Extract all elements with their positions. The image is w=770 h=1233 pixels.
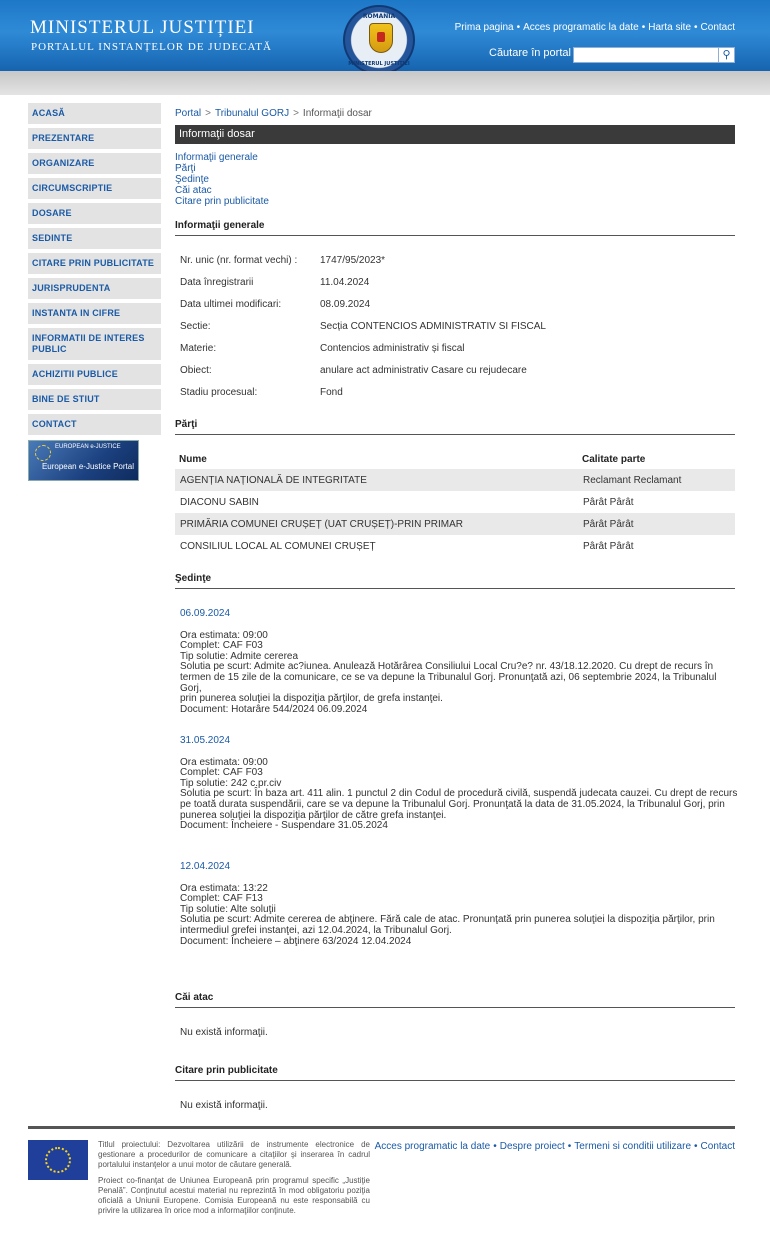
col-header-calitate: Calitate parte <box>582 454 646 465</box>
sidebar-item-citare[interactable]: CITARE PRIN PUBLICITATE <box>28 253 161 274</box>
coat-of-arms-logo[interactable] <box>343 5 415 75</box>
general-row <box>180 255 720 277</box>
search-label: Căutare în portal <box>489 47 571 59</box>
sidebar-item-sedinte[interactable]: SEDINTE <box>28 228 161 249</box>
footer-link-termeni[interactable]: Termeni si conditii utilizare <box>574 1141 692 1152</box>
ejustice-banner[interactable] <box>28 440 139 481</box>
hearing-line: Ora estimata: 09:00 <box>180 756 268 768</box>
sidebar-item-instanta-in-cifre[interactable]: INSTANTA IN CIFRE <box>28 303 161 324</box>
general-value: Fond <box>320 387 343 398</box>
sidebar-item-prezentare[interactable]: PREZENTARE <box>28 128 161 149</box>
hearing-line: Ora estimata: 09:00 <box>180 629 268 641</box>
general-row <box>180 365 720 387</box>
hearing-line: pe toată durata suspendării, care se va depune la Tribunalul Gorj. Pronunţată la data de 31.05.2024, la Tribunalul Gorj, prin <box>180 798 725 810</box>
citare-empty-text: Nu există informaţii. <box>180 1100 268 1111</box>
breadcrumb-current: Informaţii dosar <box>302 108 372 119</box>
section-heading-citare: Citare prin publicitate <box>175 1065 735 1081</box>
general-row <box>180 277 720 299</box>
sidebar-item-bine-de-stiut[interactable]: BINE DE STIUT <box>28 389 161 410</box>
site-title[interactable]: MINISTERUL JUSTIȚIEI <box>30 17 255 38</box>
search-icon[interactable]: ⚲ <box>719 47 735 63</box>
hearing-document: Document: Încheiere - Suspendare 31.05.2024 <box>180 820 388 832</box>
general-value: 1747/95/2023* <box>320 255 386 266</box>
general-row <box>180 387 720 409</box>
section-heading-parti: Părţi <box>175 419 735 435</box>
section-heading-cai-atac: Căi atac <box>175 992 735 1008</box>
nav-harta-site[interactable]: Harta site <box>648 22 692 33</box>
sidebar-item-acasa[interactable]: ACASĂ <box>28 103 161 124</box>
ejustice-banner-top: EUROPEAN e-JUSTICE <box>55 444 121 450</box>
sidebar-item-achizitii[interactable]: ACHIZITII PUBLICE <box>28 364 161 385</box>
col-header-nume: Nume <box>179 454 207 465</box>
sidebar-item-organizare[interactable]: ORGANIZARE <box>28 153 161 174</box>
general-row <box>180 321 720 343</box>
parti-header-row <box>175 449 735 469</box>
hearing-line: punerea soluţiei la dispoziţia părţilor de către grefa instanţei. <box>180 809 447 821</box>
anchor-cai-atac[interactable]: Căi atac <box>175 185 212 196</box>
general-info-table <box>180 255 720 409</box>
nav-acces-programatic[interactable]: Acces programatic la date <box>523 22 639 33</box>
hearing-document: Document: Hotarâre 544/2024 06.09.2024 <box>180 703 368 715</box>
general-row <box>180 299 720 321</box>
party-name: CONSILIUL LOCAL AL COMUNEI CRUȘEȚ <box>180 541 376 552</box>
eu-stars-icon <box>35 445 51 461</box>
general-key: Nr. unic (nr. format vechi) : <box>180 255 298 266</box>
anchor-sedinte[interactable]: Şedinţe <box>175 174 209 185</box>
breadcrumb: Portal > Tribunalul GORJ > Informaţii dosar <box>175 108 372 119</box>
general-value: Contencios administrativ și fiscal <box>320 343 465 354</box>
section-heading-general: Informaţii generale <box>175 220 735 236</box>
general-value: Secția CONTENCIOS ADMINISTRATIV SI FISCAL <box>320 321 546 332</box>
hearing-line: intermediul grefei instanţei, azi 12.04.2024, la Tribunalul Gorj. <box>180 924 452 936</box>
hearing-line: termen de 15 zile de la comunicare, ce se va depune la Tribunalul Gorj. Pronunţată azi, 06 septembrie 2024, la Tribunalul Gorj, <box>180 671 717 694</box>
eu-flag-icon <box>28 1140 88 1180</box>
footer-divider <box>28 1126 735 1129</box>
page-title-bar: Informaţii dosar <box>175 125 735 144</box>
table-row <box>175 491 735 513</box>
party-role: Pârât Pârât <box>583 519 634 530</box>
anchor-parti[interactable]: Părţi <box>175 163 196 174</box>
footer-project-text <box>98 1140 370 1222</box>
hearing-line: Complet: CAF F13 <box>180 893 263 905</box>
parti-table <box>175 449 735 557</box>
general-key: Materie: <box>180 343 217 354</box>
hearing-document: Document: Încheiere – abţinere 63/2024 12.04.2024 <box>180 935 412 947</box>
general-key: Obiect: <box>180 365 212 376</box>
top-nav: Prima pagina • Acces programatic la date • Harta site • Contact <box>454 22 735 33</box>
sidebar-item-circumscriptie[interactable]: CIRCUMSCRIPTIE <box>28 178 161 199</box>
general-row <box>180 343 720 365</box>
general-value: anulare act administrativ Casare cu rejudecare <box>320 365 527 376</box>
hearing-line: Complet: CAF F03 <box>180 640 263 652</box>
footer-nav: Acces programatic la date • Despre proiect • Termeni si conditii utilizare • Contact <box>374 1141 735 1152</box>
hearing-line: prin punerea soluţiei la dispoziţia părţilor, de grefa instanţei. <box>180 693 443 705</box>
sidebar-nav <box>28 103 161 439</box>
hearing-line: Solutia pe scurt: În baza art. 411 alin. 1 punctul 2 din Codul de procedură civilă, suspendă judecata cauzei. Cu drept de recurs <box>180 788 738 800</box>
ejustice-banner-label: European e-Justice Portal <box>41 462 134 471</box>
footer-paragraph: Proiect co-finanţat de Uniunea Europeană prin programul specific „Justiţie Penală”. Conţinutul acestui material nu reprezintă în mod obligatoriu poziţia oficială a Uniunii Europene. Comisia Europeană nu este responsabilă cu privire la utilizarea în orice mod a informaţiilor conţinute. <box>98 1176 370 1215</box>
hearing-entry <box>180 862 740 947</box>
party-role: Pârât Pârât <box>583 497 634 508</box>
general-value: 08.09.2024 <box>320 299 371 310</box>
sidebar-item-dosare[interactable]: DOSARE <box>28 203 161 224</box>
nav-contact[interactable]: Contact <box>700 22 735 33</box>
section-anchors <box>175 152 269 207</box>
hearing-entry <box>180 736 740 832</box>
general-key: Data înregistrarii <box>180 277 254 288</box>
table-row <box>175 469 735 491</box>
hearing-line: Tip solutie: Alte soluţii <box>180 903 276 915</box>
party-name: AGENȚIA NAȚIONALĂ DE INTEGRITATE <box>180 475 367 486</box>
footer-paragraph: Titlul proiectului: Dezvoltarea utilizării de instrumente electronice de gestionare a procedurilor de comunicare a citaţiilor şi inserarea în cadrul portalului instanţelor a unui motor de căutare generală. <box>98 1140 370 1169</box>
general-key: Sectie: <box>180 321 211 332</box>
general-key: Data ultimei modificari: <box>180 299 282 310</box>
hearing-line: Ora estimata: 13:22 <box>180 882 268 894</box>
anchor-citare[interactable]: Citare prin publicitate <box>175 196 269 207</box>
party-name: DIACONU SABIN <box>180 497 259 508</box>
hearing-entry <box>180 609 740 715</box>
hearing-line: Solutia pe scurt: Admite ac?iunea. Anulează Hotărârea Consiliului Local Cru?e? nr. 43/18.12.2020. Cu drept de recurs în <box>180 661 714 673</box>
site-header <box>0 0 770 71</box>
footer-link-despre[interactable]: Despre proiect <box>499 1141 565 1152</box>
search-input[interactable] <box>573 47 719 63</box>
hearing-date: 31.05.2024 <box>180 735 231 746</box>
breadcrumb-portal[interactable]: Portal <box>175 108 202 119</box>
header-divider-bar <box>0 71 770 95</box>
site-subtitle: PORTALUL INSTANȚELOR DE JUDECATĂ <box>31 41 272 53</box>
footer-link-acces[interactable]: Acces programatic la date <box>374 1141 491 1152</box>
hearing-line: Tip solutie: Admite cererea <box>180 650 299 662</box>
shield-icon <box>369 23 393 53</box>
sidebar-item-contact[interactable]: CONTACT <box>28 414 161 435</box>
eu-stars-ring <box>45 1147 71 1173</box>
hearing-date: 06.09.2024 <box>180 608 231 619</box>
table-row <box>175 535 735 557</box>
sidebar-item-jurisprudenta[interactable]: JURISPRUDENTA <box>28 278 161 299</box>
anchor-informatii-generale[interactable]: Informaţii generale <box>175 152 258 163</box>
section-heading-sedinte: Şedinţe <box>175 573 735 589</box>
cai-atac-empty-text: Nu există informaţii. <box>180 1027 268 1038</box>
general-key: Stadiu procesual: <box>180 387 258 398</box>
breadcrumb-tribunal[interactable]: Tribunalul GORJ <box>214 108 290 119</box>
party-role: Reclamant Reclamant <box>583 475 682 486</box>
nav-prima-pagina[interactable]: Prima pagina <box>454 22 514 33</box>
crest-top-text: ROMANIA <box>362 13 396 20</box>
party-name: PRIMĂRIA COMUNEI CRUȘEȚ (UAT CRUȘEȚ)-PRIN PRIMAR <box>180 519 463 530</box>
hearing-line: Tip solutie: 242 c.pr.civ <box>180 777 282 789</box>
hearing-date: 12.04.2024 <box>180 861 231 872</box>
crest-bottom-text: MINISTERUL JUSTIȚIEI <box>348 61 410 67</box>
hearing-line: Complet: CAF F03 <box>180 767 263 779</box>
hearing-line: Solutia pe scurt: Admite cererea de abţinere. Fără cale de atac. Pronunţată prin punerea soluţiei la dispoziţia părţilor, prin <box>180 914 715 926</box>
general-value: 11.04.2024 <box>320 277 370 288</box>
footer-link-contact[interactable]: Contact <box>700 1141 735 1152</box>
party-role: Pârât Pârât <box>583 541 634 552</box>
sidebar-item-informatii-interes-public[interactable]: INFORMATII DE INTERES PUBLIC <box>28 328 161 360</box>
table-row <box>175 513 735 535</box>
